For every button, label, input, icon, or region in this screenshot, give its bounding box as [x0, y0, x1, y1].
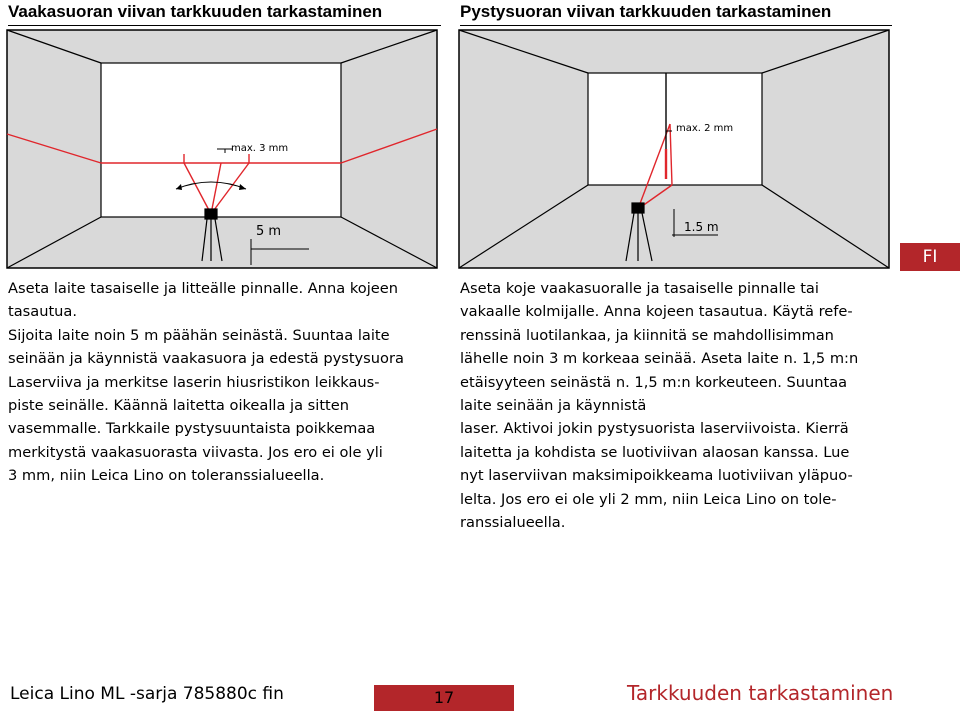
section-heading-vertical: Pystysuoran viivan tarkkuuden tarkastaminen [460, 0, 892, 26]
footer-product: Leica Lino ML -sarja 785880c fin [10, 684, 284, 704]
text-line: 3 mm, niin Leica Lino on toleranssialueella. [8, 467, 325, 485]
text-line: ranssialueella. [460, 514, 566, 532]
text-line: vasemmalle. Tarkkaile pystysuuntaista poikkemaa [8, 420, 376, 438]
text-line: Aseta laite tasaiselle ja litteälle pinnalle. Anna kojeen [8, 280, 398, 297]
text-line: Aseta koje vaakasuoralle ja tasaiselle pinnalle tai [460, 280, 819, 297]
footer-section-title: Tarkkuuden tarkastaminen [627, 681, 894, 705]
horizontal-check-illustration [6, 29, 438, 269]
tolerance-label: max. 2 mm [676, 123, 734, 134]
text-line: Laserviiva ja merkitse laserin hiusristikon leikkaus- [8, 373, 380, 391]
tolerance-label: max. 3 mm [231, 143, 289, 154]
text-line: nyt laserviivan maksimipoikkeama luotiviivan yläpuo- [460, 467, 853, 485]
text-line: merkitystä vaakasuorasta viivasta. Jos ero ei ole yli [8, 443, 383, 461]
text-line: vakaalle kolmijalle. Anna kojeen tasautua. Käytä refe- [460, 303, 853, 321]
text-line: laser. Aktivoi jokin pystysuorista laserviivoista. Kierrä [460, 420, 849, 438]
text-line: Sijoita laite noin 5 m päähän seinästä. Suuntaa laite [8, 326, 390, 344]
text-line: seinään ja käynnistä vaakasuora ja edestä pystysuora [8, 350, 404, 368]
section-heading-horizontal: Vaakasuoran viivan tarkkuuden tarkastaminen [8, 0, 441, 26]
distance-label: 5 m [256, 224, 282, 239]
text-line: renssinä luotilankaa, ja kiinnitä se mahdollisimman [460, 326, 834, 344]
text-line: tasautua. [8, 303, 78, 321]
page-number-bar [374, 685, 514, 711]
text-line: etäisyyteen seinästä n. 1,5 m:n korkeuteen. Suuntaa [460, 373, 848, 391]
text-line: laitetta ja kohdista se luotiviivan alaosan kanssa. Lue [460, 443, 850, 461]
language-tab: FI [900, 243, 960, 271]
vertical-check-illustration [458, 29, 890, 269]
text-line: lelta. Jos ero ei ole yli 2 mm, niin Leica Lino on tole- [460, 490, 837, 508]
page-number: 17 [433, 688, 455, 707]
text-line: lähelle noin 3 m korkeaa seinää. Aseta laite n. 1,5 m:n [460, 350, 859, 368]
text-line: piste seinälle. Käännä laitetta oikealla ja sitten [8, 397, 350, 415]
text-line: laite seinään ja käynnistä [460, 397, 647, 415]
distance-label: 1.5 m [684, 220, 719, 234]
instructions-horizontal [8, 277, 438, 488]
instructions-vertical [460, 277, 890, 534]
